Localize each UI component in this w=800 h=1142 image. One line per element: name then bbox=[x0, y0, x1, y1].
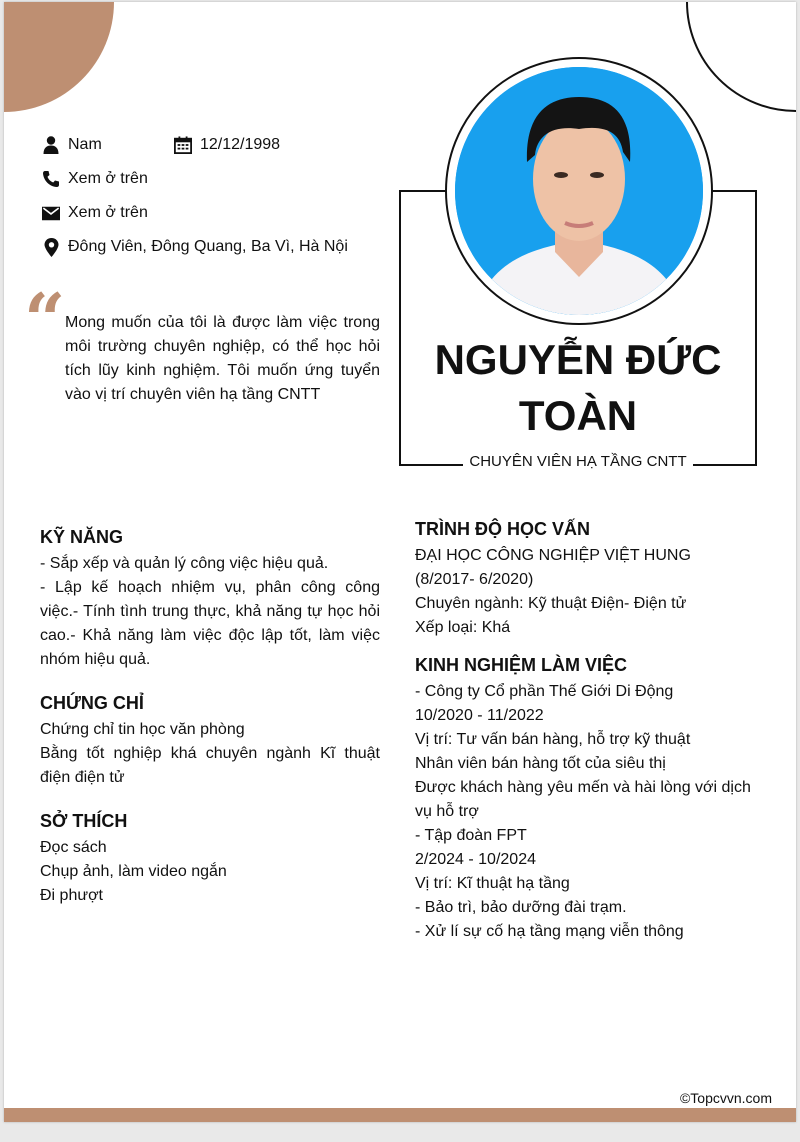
certificate-line: Bằng tốt nghiệp khá chuyên ngành Kĩ thuật điện điện tử bbox=[40, 745, 380, 786]
experience-line: 10/2020 - 11/2022 bbox=[415, 707, 544, 724]
experience-line: Được khách hàng yêu mến và hài lòng với dịch vụ hỗ trợ bbox=[415, 779, 751, 820]
personal-info bbox=[42, 128, 348, 264]
experience-line: - Công ty Cổ phần Thế Giới Di Động bbox=[415, 683, 674, 700]
avatar bbox=[445, 57, 713, 325]
address-item bbox=[42, 238, 348, 256]
dob-value: 12/12/1998 bbox=[200, 136, 281, 153]
certificate-line: Chứng chỉ tin học văn phòng bbox=[40, 721, 245, 738]
decorative-ring bbox=[686, 2, 796, 112]
phone-icon bbox=[42, 170, 60, 188]
experience-line: 2/2024 - 10/2024 bbox=[415, 851, 536, 868]
dob-item bbox=[174, 136, 280, 154]
email-item bbox=[42, 204, 148, 222]
experience-line: - Tập đoàn FPT bbox=[415, 827, 527, 844]
section-heading: KỸ NĂNG bbox=[40, 527, 124, 547]
section-heading: SỞ THÍCH bbox=[40, 811, 128, 831]
map-pin-icon bbox=[42, 238, 60, 256]
experience-line: Vị trí: Tư vấn bán hàng, hỗ trợ kỹ thuật bbox=[415, 731, 691, 748]
experience-line: - Xử lí sự cố hạ tầng mạng viễn thông bbox=[415, 923, 684, 940]
certificates-section bbox=[40, 688, 380, 790]
experience-section bbox=[415, 650, 760, 944]
skills-section bbox=[40, 522, 380, 672]
hobbies-section bbox=[40, 806, 380, 908]
experience-line: Nhân viên bán hàng tốt của siêu thị bbox=[415, 755, 666, 772]
hobby-line: Đi phượt bbox=[40, 887, 103, 904]
person-portrait-icon bbox=[455, 67, 703, 315]
footer-bar bbox=[4, 1108, 796, 1122]
email-value: Xem ở trên bbox=[68, 204, 148, 221]
candidate-name bbox=[401, 332, 755, 444]
section-heading: TRÌNH ĐỘ HỌC VẤN bbox=[415, 519, 590, 539]
career-objective: Mong muốn của tôi là được làm việc trong môi trường chuyên nghiệp, có thể học hỏi tích lũy kinh nghiệm. Tôi muốn ứng tuyển vào vị trí chuyên viên hạ tầng CNTT bbox=[65, 314, 380, 403]
name-line-2: TOÀN bbox=[518, 392, 638, 439]
copyright-text: ©Topcvvn.com bbox=[679, 1090, 772, 1106]
section-heading: KINH NGHIỆM LÀM VIỆC bbox=[415, 655, 628, 675]
phone-item bbox=[42, 170, 148, 188]
education-section bbox=[415, 514, 760, 640]
experience-line: Vị trí: Kĩ thuật hạ tầng bbox=[415, 875, 570, 892]
right-column bbox=[415, 514, 760, 960]
education-line: (8/2017- 6/2020) bbox=[415, 571, 534, 588]
gender-item bbox=[42, 136, 174, 154]
calendar-icon bbox=[174, 136, 192, 154]
left-column bbox=[40, 522, 380, 924]
education-line: Chuyên ngành: Kỹ thuật Điện- Điện tử bbox=[415, 595, 687, 612]
decorative-circle bbox=[4, 2, 114, 112]
phone-value: Xem ở trên bbox=[68, 170, 148, 187]
gender-value: Nam bbox=[68, 136, 102, 153]
hobby-line: Chụp ảnh, làm video ngắn bbox=[40, 863, 227, 880]
job-title bbox=[401, 453, 755, 471]
user-icon bbox=[42, 136, 60, 154]
cv-page bbox=[4, 2, 796, 1122]
skill-line: - Sắp xếp và quản lý công việc hiệu quả. bbox=[40, 555, 329, 572]
address-value: Đông Viên, Đông Quang, Ba Vì, Hà Nội bbox=[68, 238, 348, 255]
education-line: Xếp loại: Khá bbox=[415, 619, 511, 636]
section-heading: CHỨNG CHỈ bbox=[40, 693, 144, 713]
profile-photo bbox=[455, 67, 703, 315]
education-line: ĐẠI HỌC CÔNG NGHIỆP VIỆT HUNG bbox=[415, 547, 691, 564]
name-line-1: NGUYỄN ĐỨC bbox=[434, 336, 722, 383]
job-title-text: CHUYÊN VIÊN HẠ TẦNG CNTT bbox=[463, 453, 692, 470]
skill-line: - Lập kế hoạch nhiệm vụ, phân công công việc.- Tính tình trung thực, khả năng tự học hỏi cao.- Khả năng làm việc độc lập tốt, làm việc nhóm hiệu quả. bbox=[40, 579, 380, 668]
envelope-icon bbox=[42, 204, 60, 222]
experience-line: - Bảo trì, bảo dưỡng đài trạm. bbox=[415, 899, 627, 916]
quote-icon: “ bbox=[24, 277, 66, 362]
hobby-line: Đọc sách bbox=[40, 839, 107, 856]
